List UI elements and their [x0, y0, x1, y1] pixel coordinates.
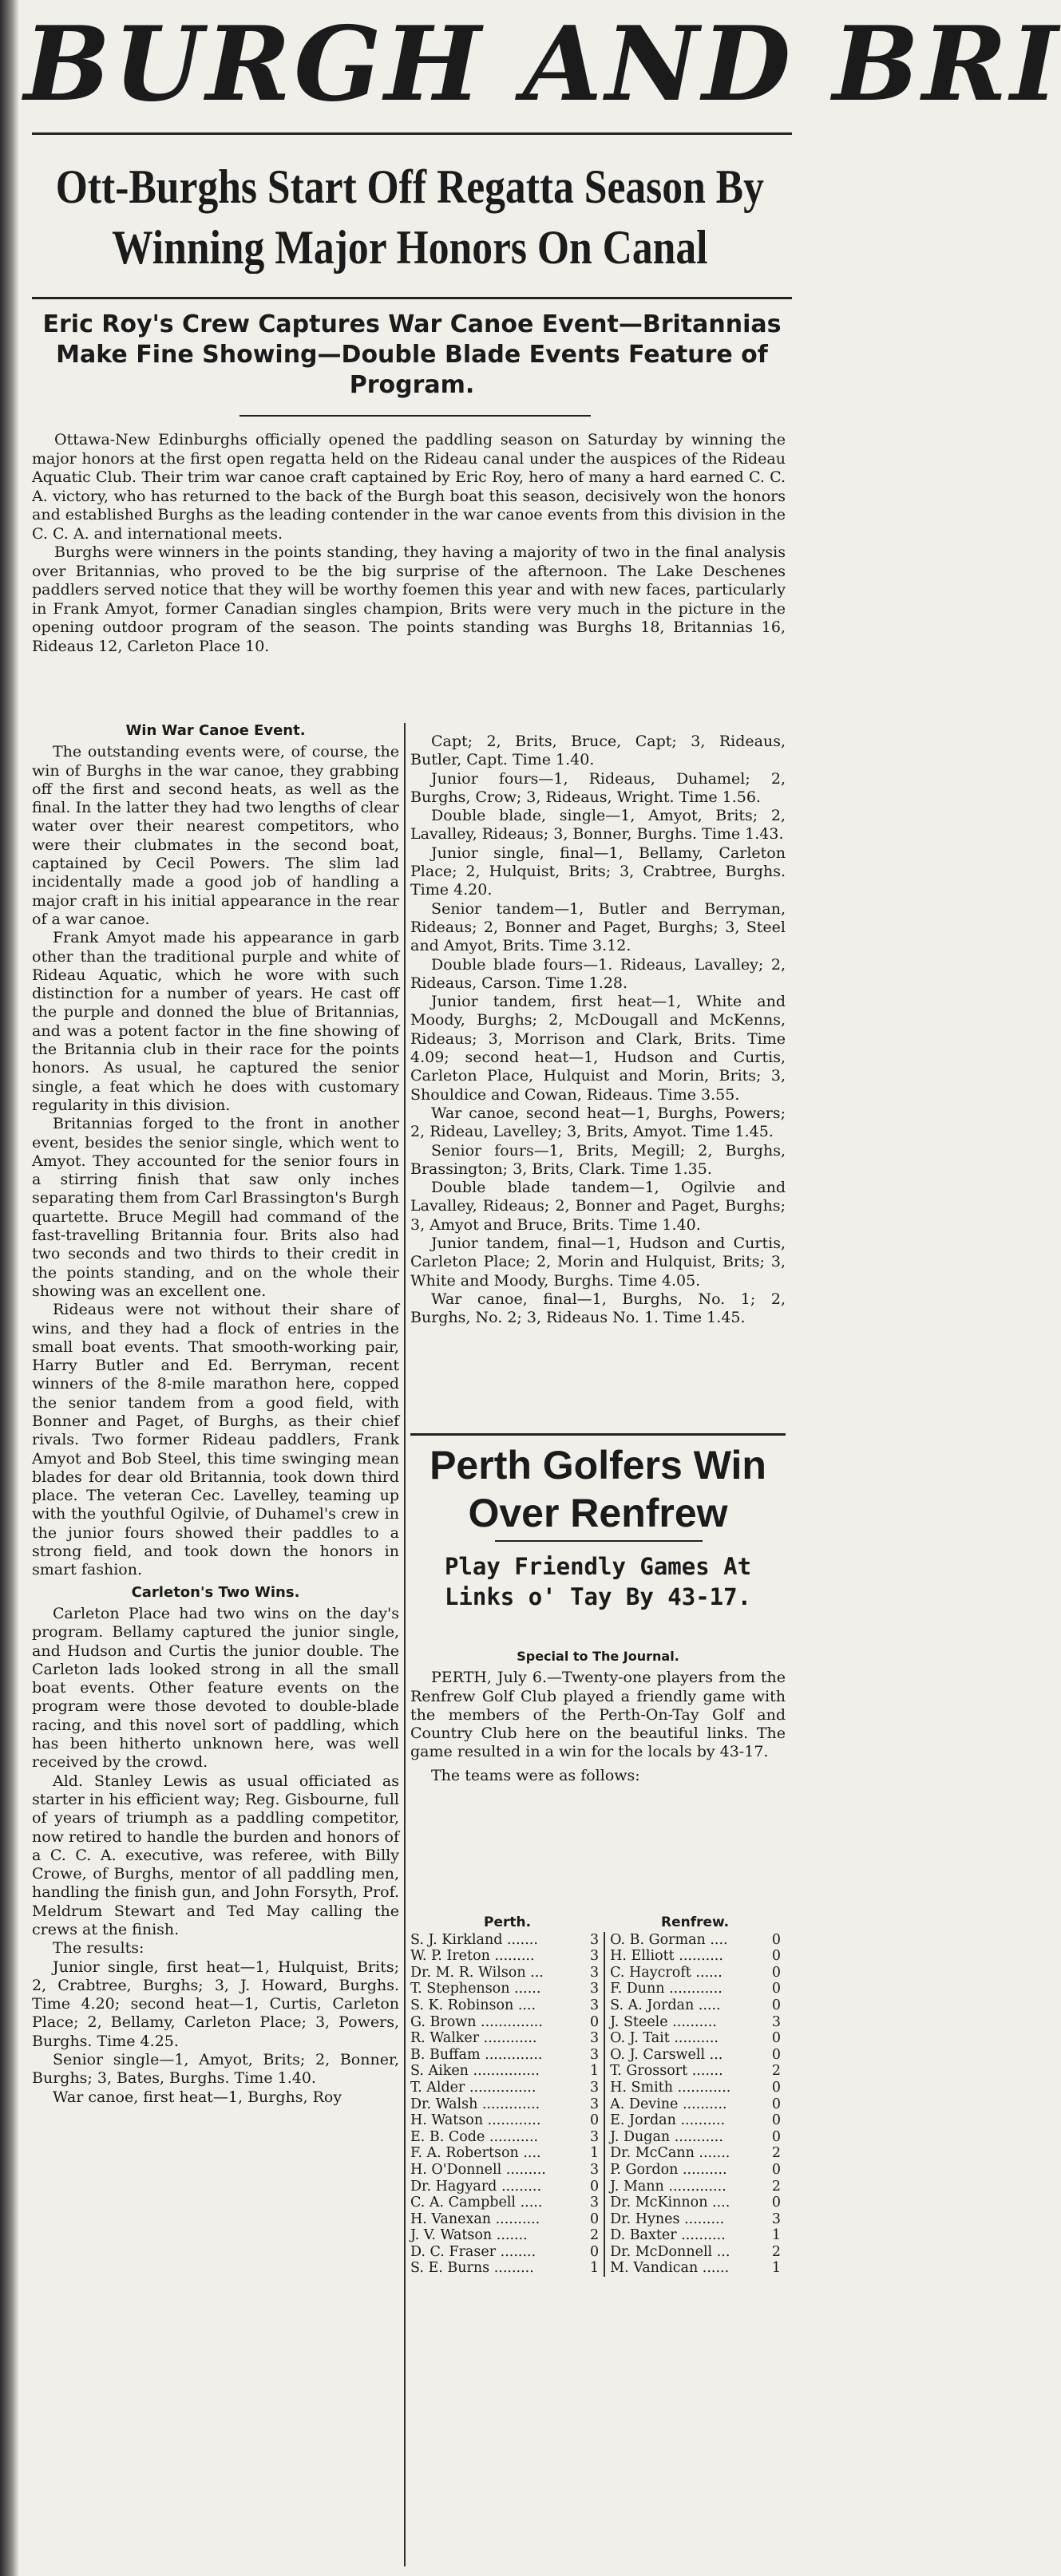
renfrew-score: 2	[771, 2063, 781, 2080]
teams-table	[410, 1914, 786, 2277]
perth-player: Dr. Walsh .............	[410, 2096, 540, 2112]
renfrew-player: S. A. Jordan .....	[604, 1997, 768, 2014]
perth-score: 3	[590, 1964, 600, 1981]
result-entry: Junior tandem, first heat—1, White and Moody, Burghs; 2, McDougall and McKenns, Rideaus; 3, Morrison and Clark, Brits. Time 4.09; second heat—1, Hudson and Curtis, Carleton Place, Hulquist and Morin, Brits; 3, Shouldice and Cowan, Rideaus. Time 3.55.	[410, 993, 786, 1104]
result-entry: War canoe, second heat—1, Burghs, Powers; 2, Rideau, Lavelley; 3, Brits, Amyot. Time 1.45.	[410, 1104, 786, 1141]
perth-score: 3	[590, 2195, 600, 2211]
perth-player: T. Alder ...............	[410, 2079, 536, 2096]
renfrew-column-header: Renfrew.	[661, 1914, 730, 1930]
table-row	[410, 2129, 786, 2146]
table-row	[410, 2211, 786, 2228]
teams-header-row	[410, 1914, 786, 1932]
perth-score: 0	[590, 2211, 600, 2227]
perth-article	[410, 1644, 786, 1785]
result-entry: War canoe, final—1, Burghs, No. 1; 2, Burghs, No. 2; 3, Rideaus No. 1. Time 1.45.	[410, 1290, 786, 1327]
renfrew-player: J. Steele ..........	[604, 2014, 768, 2031]
perth-score: 3	[590, 2128, 600, 2145]
table-row	[410, 2260, 786, 2277]
table-row	[410, 2080, 786, 2096]
renfrew-player: H. Smith ............	[604, 2080, 768, 2096]
renfrew-score: 0	[771, 2128, 781, 2145]
result-entry: Capt; 2, Brits, Bruce, Capt; 3, Rideaus, Butler, Capt. Time 1.40.	[410, 733, 786, 769]
perth-player: W. P. Ireton .........	[410, 1948, 535, 1965]
perth-player: F. A. Robertson ....	[410, 2145, 541, 2162]
perth-player: S. J. Kirkland .......	[410, 1931, 538, 1948]
perth-player: Dr. M. R. Wilson ...	[410, 1964, 544, 1981]
perth-top-rule	[410, 1433, 786, 1436]
renfrew-score: 0	[771, 2079, 781, 2096]
renfrew-player: Dr. McDonnell ...	[604, 2244, 768, 2261]
table-row	[410, 2030, 786, 2047]
renfrew-score: 0	[771, 1964, 781, 1981]
renfrew-player: O. J. Carswell ...	[604, 2047, 768, 2064]
renfrew-score: 0	[771, 2195, 781, 2211]
renfrew-score: 0	[771, 1931, 781, 1948]
special-credit: Special to The Journal.	[517, 1649, 679, 1664]
article-column-left	[32, 718, 399, 2107]
perth-score: 1	[590, 2260, 600, 2277]
renfrew-player: F. Dunn ............	[604, 1981, 768, 1997]
deck-rule	[240, 415, 591, 417]
renfrew-player: M. Vandican ......	[604, 2260, 768, 2277]
perth-headline-rule	[495, 1540, 703, 1542]
renfrew-player: J. Mann .............	[604, 2179, 768, 2195]
table-row	[410, 2112, 786, 2129]
perth-player: C. A. Campbell .....	[410, 2195, 543, 2211]
table-row	[410, 2227, 786, 2244]
perth-player: H. O'Donnell .........	[410, 2161, 546, 2178]
perth-score: 0	[590, 2243, 600, 2260]
table-row	[410, 2244, 786, 2261]
article-paragraph: Frank Amyot made his appearance in garb other than the traditional purple and white of Rideau Aquatic, which he wore with such distinction for a number of years. He cast off the purple and donned the blue of Britannias, and was a potent factor in the fine showing of the Britannia club in their race for the points honors. As usual, he captured the senior single, a feat which he does with customary regularity in this division.	[32, 929, 399, 1114]
renfrew-score: 0	[771, 1981, 781, 1997]
renfrew-score: 2	[771, 2178, 781, 2195]
perth-player: R. Walker ............	[410, 2030, 537, 2047]
lead-paragraphs	[32, 431, 786, 656]
table-row	[410, 2179, 786, 2195]
perth-paragraph: PERTH, July 6.—Twenty-one players from the Renfrew Golf Club played a friendly game with the members of the Perth-On-Tay Golf and Country Club here on the beautiful links. The game resulted in a win for the locals by 43-17.	[410, 1669, 786, 1761]
renfrew-score: 0	[771, 2046, 781, 2063]
result-entry: Double blade, single—1, Amyot, Brits; 2, Lavalley, Rideaus; 3, Bonner, Burghs. Time 1.43.	[410, 807, 786, 844]
article-paragraph: The outstanding events were, of course, the win of Burghs in the war canoe, they grabbing off the first and second heats, as well as the final. In the latter they had two lengths of clear water over their nearest competitors, who were their clubmates in the second boat, captained by Cecil Powers. The slim lad incidentally made a good job of handling a major craft in his initial appearance in the rear of a war canoe.	[32, 743, 399, 928]
perth-sub-headline: Play Friendly Games At Links o' Tay By 43-17.	[444, 1553, 752, 1610]
renfrew-player: T. Grossort .......	[604, 2063, 768, 2080]
teams-intro: The teams were as follows:	[431, 1766, 640, 1784]
perth-score: 2	[590, 2227, 600, 2244]
renfrew-score: 2	[771, 2145, 781, 2162]
result-entry: Double blade fours—1. Rideaus, Lavalley; 2, Rideaus, Carson. Time 1.28.	[410, 955, 786, 992]
column-divider	[404, 723, 406, 2566]
article-column-right	[410, 733, 786, 1328]
result-entry: Double blade tandem—1, Ogilvie and Lavalley, Rideaus; 2, Bonner and Paget, Burghs; 3, Amyot and Bruce, Brits. Time 1.40.	[410, 1179, 786, 1234]
perth-player: H. Watson ............	[410, 2112, 541, 2129]
perth-headline: Perth Golfers Win Over Renfrew	[430, 1443, 766, 1535]
renfrew-player: O. J. Tait ..........	[604, 2030, 768, 2047]
renfrew-player: P. Gordon ..........	[604, 2162, 768, 2179]
renfrew-player: J. Dugan ...........	[604, 2129, 768, 2146]
renfrew-score: 0	[771, 2030, 781, 2047]
renfrew-score: 0	[771, 1948, 781, 1965]
perth-score: 3	[590, 1997, 600, 2013]
renfrew-score: 0	[771, 2161, 781, 2178]
article-paragraph: Carleton Place had two wins on the day's program. Bellamy captured the junior single, and Hudson and Curtis the junior double. The Carleton lads looked strong in all the small boat events. Other feature events on the program were those devoted to double-blade racing, and this novel sort of paddling, which has been hitherto unknown here, was well received by the crowd.	[32, 1604, 399, 1772]
renfrew-score: 0	[771, 2112, 781, 2129]
perth-player: Dr. Hagyard .........	[410, 2178, 542, 2195]
perth-score: 1	[590, 2145, 600, 2162]
page-binding-shadow	[0, 0, 19, 2576]
perth-score: 3	[590, 1948, 600, 1965]
table-row	[410, 1948, 786, 1965]
section-subhead: Carleton's Two Wins.	[131, 1583, 300, 1601]
perth-score: 3	[590, 2079, 600, 2096]
masthead: BURGH AND BRI	[24, 5, 1061, 124]
main-headline: Ott-Burghs Start Off Regatta Season By Winning Major Honors On Canal	[55, 160, 764, 274]
perth-score: 0	[590, 2013, 600, 2030]
table-row	[410, 2162, 786, 2179]
result-entry: Senior tandem—1, Butler and Berryman, Rideaus; 2, Bonner and Paget, Burghs; 3, Steel and Amyot, Brits. Time 3.12.	[410, 899, 786, 955]
renfrew-player: D. Baxter ..........	[604, 2227, 768, 2244]
renfrew-score: 2	[771, 2243, 781, 2260]
renfrew-score: 3	[771, 2211, 781, 2227]
article-paragraph: Ald. Stanley Lewis as usual officiated as starter in his efficient way; Reg. Gisbourne, full of years of triumph as a paddling competitor, now retired to handle the burden and honors of a C. C. A. executive, was referee, with Billy Crowe, of Burghs, mentor of all paddling men, handling the finish gun, and John Forsyth, Prof. Meldrum Stewart and Ted May calling the crews at the finish.	[32, 1772, 399, 1938]
result-entry: War canoe, first heat—1, Burghs, Roy	[53, 2088, 342, 2106]
result-entry: Junior fours—1, Rideaus, Duhamel; 2, Burghs, Crow; 3, Rideaus, Wright. Time 1.56.	[410, 769, 786, 806]
perth-player: E. B. Code ...........	[410, 2128, 539, 2145]
masthead-rule	[32, 132, 792, 135]
article-paragraph: The results:	[53, 1939, 145, 1958]
perth-score: 1	[590, 2063, 600, 2080]
lead-paragraph: Burghs were winners in the points standing, they having a majority of two in the final analysis over Britannias, who proved to be the big surprise of the afternoon. The Lake Deschenes paddlers served notice that they will be worthy foemen this year and with new faces, particularly in Frank Amyot, former Canadian singles champion, Brits were very much in the picture in the opening outdoor program of the season. The points standing was Burghs 18, Britannias 16, Rideaus 12, Carleton Place 10.	[32, 543, 786, 655]
perth-player: H. Vanexan ..........	[410, 2211, 540, 2227]
perth-score: 3	[590, 2096, 600, 2112]
table-row	[410, 2014, 786, 2031]
perth-score: 3	[590, 2046, 600, 2063]
result-entry: Junior single, first heat—1, Hulquist, Brits; 2, Crabtree, Burghs; 3, J. Howard, Burghs. Time 4.20; second heat—1, Curtis, Carleton Place; 2, Bellamy, Carleton Place; 3, Powers, Burghs. Time 4.25.	[32, 1958, 399, 2050]
renfrew-score: 3	[771, 2013, 781, 2030]
renfrew-player: Dr. Hynes .........	[604, 2211, 768, 2228]
perth-player: J. V. Watson .......	[410, 2227, 528, 2244]
renfrew-score: 0	[771, 1997, 781, 2013]
renfrew-player: H. Elliott ..........	[604, 1948, 768, 1965]
table-row	[410, 1965, 786, 1981]
result-entry: Junior tandem, final—1, Hudson and Curtis, Carleton Place; 2, Morin and Hulquist, Brits; 3, White and Moody, Burghs. Time 4.05.	[410, 1235, 786, 1290]
perth-score: 3	[590, 1981, 600, 1997]
perth-player: D. C. Fraser ........	[410, 2243, 536, 2260]
lead-paragraph: Ottawa-New Edinburghs officially opened the paddling season on Saturday by winning the major honors at the first open regatta held on the Rideau canal under the auspices of the Rideau Aquatic Club. Their trim war canoe craft captained by Eric Roy, hero of many a hard earned C. C. A. victory, who has returned to the back of the Burgh boat this season, decisively won the honors and established Burghs as the leading contender in the war canoe events from this division in the C. C. A. and international meets.	[32, 431, 786, 543]
renfrew-score: 1	[771, 2227, 781, 2244]
renfrew-player: A. Devine ..........	[604, 2096, 768, 2113]
renfrew-score: 1	[771, 2260, 781, 2277]
renfrew-player: C. Haycroft ......	[604, 1965, 768, 1981]
table-row	[410, 1932, 786, 1949]
perth-score: 0	[590, 2178, 600, 2195]
perth-player: S. K. Robinson ....	[410, 1997, 536, 2013]
headline-rule	[32, 297, 792, 299]
perth-player: S. E. Burns .........	[410, 2260, 534, 2277]
renfrew-player: O. B. Gorman ....	[604, 1932, 768, 1949]
perth-score: 0	[590, 2112, 600, 2129]
renfrew-player: Dr. McKinnon ....	[604, 2195, 768, 2211]
result-entry: Junior single, final—1, Bellamy, Carleton Place; 2, Hulquist, Brits; 3, Crabtree, Burghs. Time 4.20.	[410, 844, 786, 899]
perth-score: 3	[590, 1931, 600, 1948]
perth-column-header: Perth.	[484, 1914, 532, 1930]
sub-headline: Eric Roy's Crew Captures War Canoe Event—Britannias Make Fine Showing—Double Blade Events Feature of Program.	[42, 310, 782, 399]
table-row	[410, 2195, 786, 2211]
result-entry: Senior fours—1, Brits, Megill; 2, Burghs, Brassington; 3, Brits, Clark. Time 1.35.	[410, 1141, 786, 1178]
perth-player: G. Brown ..............	[410, 2013, 543, 2030]
section-subhead: Win War Canoe Event.	[125, 722, 306, 739]
perth-score: 3	[590, 2030, 600, 2047]
perth-score: 3	[590, 2161, 600, 2178]
perth-player: T. Stephenson ......	[410, 1981, 541, 1997]
table-row	[410, 1981, 786, 1997]
table-row	[410, 2063, 786, 2080]
article-paragraph: Britannias forged to the front in another event, besides the senior single, which went to Amyot. They accounted for the senior fours in a stirring finish that saw only inches separating them from Carl Brassington's Burgh quartette. Bruce Megill had command of the fast-travelling Britannia four. Brits also had two seconds and two thirds to their credit in the points standing, and on the whole their showing was an excellent one.	[32, 1115, 399, 1300]
perth-player: B. Buffam .............	[410, 2046, 543, 2063]
table-row	[410, 1997, 786, 2014]
perth-player: S. Aiken ...............	[410, 2063, 540, 2080]
table-row	[410, 2096, 786, 2113]
table-row	[410, 2145, 786, 2162]
result-entry: Senior single—1, Amyot, Brits; 2, Bonner, Burghs; 3, Bates, Burghs. Time 1.40.	[32, 2051, 399, 2088]
table-row	[410, 2047, 786, 2064]
renfrew-player: Dr. McCann .......	[604, 2145, 768, 2162]
article-paragraph: Rideaus were not without their share of wins, and they had a flock of entries in the small boat events. That smooth-working pair, Harry Butler and Ed. Berryman, recent winners of the 8-mile marathon here, copped the senior tandem from a good field, with Bonner and Paget, of Burghs, as their chief rivals. Two former Rideau paddlers, Frank Amyot and Bob Steel, this time swinging mean blades for dear old Britannia, took down third place. The veteran Cec. Lavelley, teaming up with the youthful Ogilvie, of Duhamel's crew in the junior fours showed their paddles to a strong field, and took down the honors in smart fashion.	[32, 1301, 399, 1579]
renfrew-score: 0	[771, 2096, 781, 2112]
renfrew-player: E. Jordan ..........	[604, 2112, 768, 2129]
